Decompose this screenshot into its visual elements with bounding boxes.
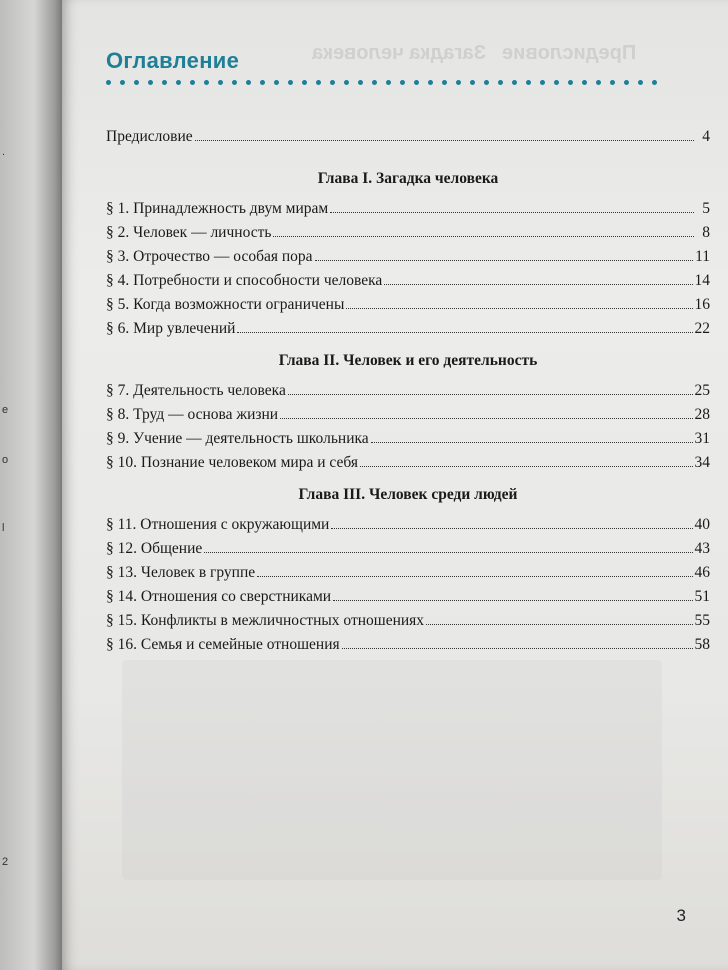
toc-entry[interactable] [106, 588, 710, 610]
toc-entry-page: 31 [694, 430, 710, 447]
toc-entry-page: 43 [694, 540, 710, 557]
rule-dot [358, 80, 363, 85]
chapter-heading: Глава II. Человек и его деятельность [278, 352, 538, 369]
toc-entry[interactable] [106, 540, 710, 562]
rule-dot [414, 80, 419, 85]
toc-entry[interactable] [106, 612, 710, 634]
dot-leader [195, 140, 694, 141]
page-number: 3 [676, 906, 686, 925]
rule-dot [610, 80, 615, 85]
toc-entry[interactable] [106, 296, 710, 318]
toc-entry-label: § 6. Мир увлечений [106, 320, 236, 337]
rule-dot [344, 80, 349, 85]
dot-leader [273, 236, 694, 237]
dot-leader [360, 466, 693, 467]
toc-entry-label: § 1. Принадлежность двум мирам [106, 200, 329, 217]
show-through-text: Загадка человека [312, 42, 487, 64]
rule-dot [120, 80, 125, 85]
toc-entry[interactable] [106, 200, 710, 222]
rule-dot [554, 80, 559, 85]
rule-dot [274, 80, 279, 85]
rule-dot [638, 80, 643, 85]
rule-dot [302, 80, 307, 85]
dot-leader [204, 552, 692, 553]
rule-dot [582, 80, 587, 85]
rule-dot [624, 80, 629, 85]
toc-entry[interactable] [106, 224, 710, 246]
edge-mark: о [2, 454, 9, 466]
rule-dot [246, 80, 251, 85]
rule-dot [218, 80, 223, 85]
rule-dot [442, 80, 447, 85]
rule-dot [232, 80, 237, 85]
toc-entry-page: 8 [702, 224, 710, 241]
dot-leader [237, 332, 692, 333]
rule-dot [134, 80, 139, 85]
toc-entry-label: § 14. Отношения со сверстниками [106, 588, 332, 605]
rule-dot [498, 80, 503, 85]
toc-entry-page: 16 [694, 296, 710, 313]
toc-title: Оглавление [106, 48, 240, 73]
dot-leader [331, 528, 692, 529]
dot-leader [315, 260, 694, 261]
toc-entry[interactable] [106, 636, 710, 658]
chapter-heading: Глава I. Загадка человека [317, 170, 499, 187]
chapter-heading: Глава III. Человек среди людей [298, 486, 518, 503]
toc-entry-label: § 2. Человек — личность [106, 224, 272, 241]
toc-entry-page: 34 [694, 454, 710, 471]
toc-entry-label: § 7. Деятельность человека [106, 382, 286, 399]
rule-dot [162, 80, 167, 85]
toc-entry-label: § 13. Человек в группе [106, 564, 256, 581]
toc-entry-page: 22 [694, 320, 710, 337]
toc-entry[interactable] [106, 320, 710, 342]
rule-dot [526, 80, 531, 85]
edge-mark: l [2, 522, 5, 534]
toc-entry[interactable] [106, 454, 710, 476]
toc-entry-label: § 16. Семья и семейные отношения [106, 636, 340, 653]
toc-entry-page: 46 [694, 564, 710, 581]
dot-leader [257, 576, 692, 577]
toc-entry-page: 5 [702, 200, 710, 217]
toc-entry-page: 28 [694, 406, 710, 423]
rule-dot [470, 80, 475, 85]
show-through-text: Предисловие [502, 42, 637, 64]
edge-mark: е [2, 404, 9, 416]
toc-entry-label: § 11. Отношения с окружающими [106, 516, 330, 533]
rule-dot [204, 80, 209, 85]
dot-leader [371, 442, 693, 443]
rule-dot [148, 80, 153, 85]
show-through-shadow [122, 660, 662, 880]
dot-leader [384, 284, 692, 285]
toc-entry[interactable] [106, 564, 710, 586]
dot-leader [280, 418, 692, 419]
toc-entry[interactable] [106, 272, 710, 294]
toc-entry-label: Предисловие [106, 128, 193, 145]
toc-entry-page: 4 [702, 128, 710, 145]
toc-entry[interactable] [106, 248, 710, 270]
rule-dot [190, 80, 195, 85]
toc-entry-label: § 10. Познание человеком мира и себя [106, 454, 358, 471]
toc-entry-page: 25 [694, 382, 710, 399]
facing-page-edge [0, 0, 62, 970]
edge-mark: 2 [2, 856, 9, 868]
toc-entry[interactable] [106, 382, 710, 404]
rule-dot [316, 80, 321, 85]
rule-dot [106, 80, 111, 85]
dot-leader [333, 600, 692, 601]
toc-entry[interactable] [106, 406, 710, 428]
rule-dot [456, 80, 461, 85]
rule-dot [652, 80, 657, 85]
toc-entry-preface[interactable] [106, 128, 710, 150]
toc-entry[interactable] [106, 430, 710, 452]
toc-entry-label: § 9. Учение — деятельность школьника [106, 430, 369, 447]
title-dotted-rule [106, 80, 674, 85]
book-page [62, 0, 728, 970]
toc-entry-label: § 15. Конфликты в межличностных отношениях [106, 612, 425, 629]
toc-entry-label: § 4. Потребности и способности человека [106, 272, 383, 289]
rule-dot [400, 80, 405, 85]
rule-dot [540, 80, 545, 85]
toc-entry-label: § 3. Отрочество — особая пора [106, 248, 313, 265]
rule-dot [386, 80, 391, 85]
toc-entry[interactable] [106, 516, 710, 538]
toc-entry-label: § 5. Когда возможности ограничены [106, 296, 345, 313]
toc-entry-page: 11 [695, 248, 710, 265]
rule-dot [512, 80, 517, 85]
rule-dot [428, 80, 433, 85]
toc-entry-page: 51 [694, 588, 710, 605]
rule-dot [484, 80, 489, 85]
toc-entry-label: § 8. Труд — основа жизни [106, 406, 279, 423]
dot-leader [342, 648, 693, 649]
rule-dot [260, 80, 265, 85]
rule-dot [176, 80, 181, 85]
rule-dot [596, 80, 601, 85]
rule-dot [568, 80, 573, 85]
toc-entry-label: § 12. Общение [106, 540, 203, 557]
toc-entry-page: 55 [694, 612, 710, 629]
rule-dot [330, 80, 335, 85]
rule-dot [372, 80, 377, 85]
dot-leader [346, 308, 692, 309]
toc-entry-page: 14 [694, 272, 710, 289]
edge-mark: . [2, 146, 6, 158]
toc-entry-page: 58 [694, 636, 710, 653]
toc-entry-page: 40 [694, 516, 710, 533]
rule-dot [288, 80, 293, 85]
dot-leader [330, 212, 694, 213]
dot-leader [426, 624, 692, 625]
dot-leader [288, 394, 693, 395]
